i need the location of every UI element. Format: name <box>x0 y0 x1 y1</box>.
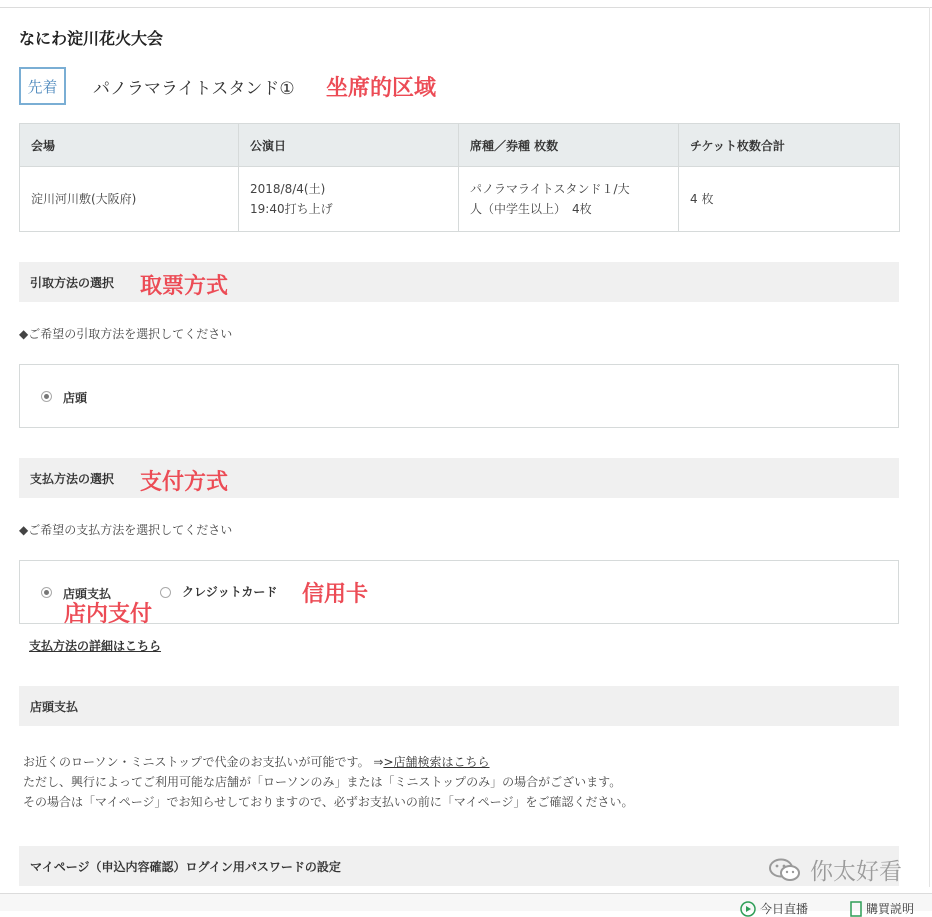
bottom-item-guide-label: 購買説明 <box>866 902 915 916</box>
cell-venue: 淀川河川敷(大阪府) <box>20 167 239 232</box>
pickup-header-label: 引取方法の選択 <box>30 275 115 290</box>
annotation-pickup-method: 取票方式 <box>140 274 229 299</box>
annotation-seat-area: 坐席的区域 <box>326 76 437 101</box>
bottom-item-live[interactable] <box>740 900 808 917</box>
info-line-3: その場合は「マイページ」でお知らせしておりますので、必ずお支払いの前に「マイページ」をご確認ください。 <box>23 795 634 809</box>
payment-credit-label[interactable]: クレジットカード <box>182 585 278 599</box>
header-seat-type: 席種／券種 枚数 <box>459 124 679 167</box>
seat-type-line1: パノラマライトスタンド１/大 <box>470 182 630 196</box>
date-line: 2018/8/4(土) <box>250 182 326 196</box>
table-row <box>20 167 900 232</box>
seat-name: パノラマライトスタンド① <box>93 79 295 99</box>
annotation-payment-method: 支付方式 <box>140 470 229 495</box>
event-title: なにわ淀川花火大会 <box>19 29 164 48</box>
annotation-credit-card: 信用卡 <box>302 582 369 607</box>
payment-instruction: ◆ご希望の支払方法を選択してください <box>19 523 233 537</box>
payment-header-label: 支払方法の選択 <box>30 471 115 486</box>
time-line: 19:40打ち上げ <box>250 202 333 216</box>
mypage-header-label: マイページ（申込内容確認）ログイン用パスワードの設定 <box>30 859 341 874</box>
store-payment-header-label: 店頭支払 <box>30 699 79 714</box>
play-icon <box>740 901 756 917</box>
payment-store-label[interactable]: 店頭支払 <box>63 587 112 601</box>
annotation-in-store-payment: 店内支付 <box>64 602 153 627</box>
pickup-options-box <box>19 364 899 428</box>
bottom-item-guide[interactable] <box>850 900 914 917</box>
seat-type-line2: 人（中学生以上） 4枚 <box>470 202 592 216</box>
cell-total: 4 枚 <box>679 167 900 232</box>
header-date: 公演日 <box>239 124 459 167</box>
store-payment-info <box>23 752 633 812</box>
mypage-section-header <box>19 846 899 886</box>
payment-credit-radio[interactable] <box>160 587 171 598</box>
wechat-icon <box>768 857 802 883</box>
right-divider <box>929 7 930 887</box>
pickup-store-label[interactable]: 店頭 <box>63 391 88 405</box>
header-venue: 会場 <box>20 124 239 167</box>
store-payment-section-header <box>19 686 899 726</box>
pickup-store-radio[interactable] <box>41 391 52 402</box>
ticket-summary-table <box>19 123 900 232</box>
cell-date <box>239 167 459 232</box>
info-line-1-text: お近くのローソン・ミニストップで代金のお支払いが可能です。 ⇒ <box>23 755 384 769</box>
cell-seat-type <box>459 167 679 232</box>
payment-details-link[interactable]: 支払方法の詳細はこちら <box>29 639 162 653</box>
bottom-bar <box>0 893 932 916</box>
wechat-watermark <box>768 853 902 886</box>
payment-store-radio[interactable] <box>41 587 52 598</box>
pickup-instruction: ◆ご希望の引取方法を選択してください <box>19 327 233 341</box>
info-line-2: ただし、興行によってご利用可能な店舗が「ローソンのみ」または「ミニストップのみ」の場合がございます。 <box>23 775 622 789</box>
header-total: チケット枚数合計 <box>679 124 900 167</box>
document-icon <box>850 901 862 917</box>
table-header-row <box>20 124 900 167</box>
store-search-link[interactable]: >店舗検索はこちら <box>383 755 490 769</box>
info-line-1 <box>23 752 633 772</box>
bottom-item-live-label: 今日直播 <box>760 902 809 916</box>
top-divider <box>0 7 932 8</box>
first-come-badge: 先着 <box>19 67 66 105</box>
watermark-text: 你太好看 <box>810 859 902 885</box>
